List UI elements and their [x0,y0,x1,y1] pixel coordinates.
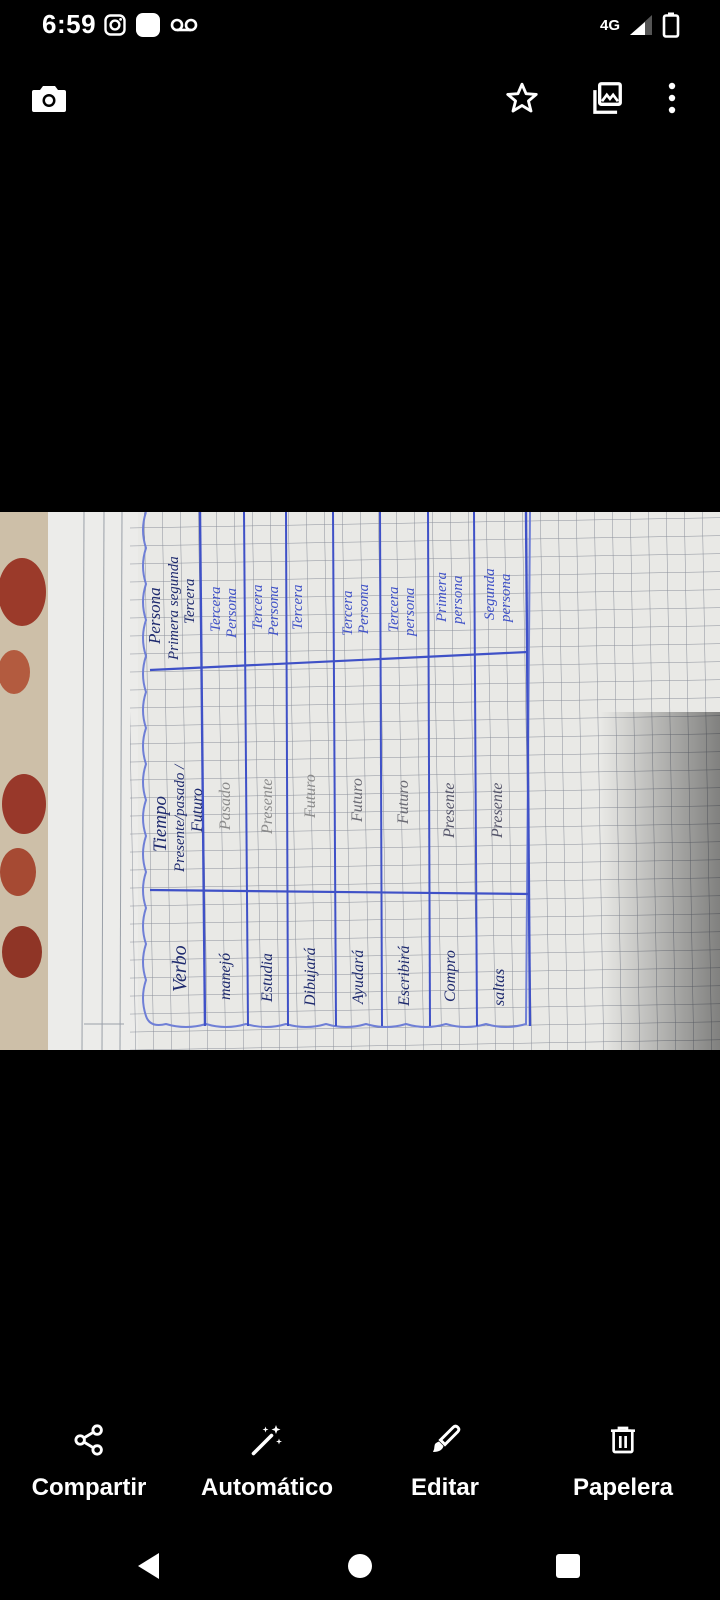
row-7-verbo: saltas [491,968,508,1006]
voicemail-icon [169,15,199,35]
cloth-pattern [0,558,46,626]
add-to-album-button[interactable] [578,70,634,126]
share-label: Compartir [31,1474,147,1501]
edit-brush-icon [427,1422,463,1458]
row-6-verbo: Compro [442,950,459,1002]
row-5-verbo: Escribirá [396,945,413,1006]
home-icon [346,1552,374,1580]
row-7-persona-2: persona [498,573,514,622]
header-persona-1: Persona [145,587,164,644]
photo-top-bar [0,70,720,126]
edit-button[interactable] [411,1420,479,1502]
system-navigation-bar [0,1530,720,1600]
network-type-label: 4G [599,16,620,34]
row-5-tiempo: Futuro [395,780,412,824]
row-5-persona-1: Tercera [386,586,402,632]
row-2-persona-1: Tercera [250,584,266,630]
status-bar [0,0,720,50]
more-vert-icon [667,82,677,114]
row-1-persona-1: Tercera [208,586,224,632]
trash-label: Papelera [572,1474,674,1501]
row-6-persona-1: Primera [434,572,450,622]
add-to-album-icon [587,79,625,117]
battery-icon [662,12,680,38]
lens-button[interactable] [21,70,77,126]
row-7-tiempo: Presente [489,782,506,838]
row-6-tiempo: Presente [441,782,458,838]
share-button[interactable] [32,1420,147,1502]
instagram-icon [103,13,127,37]
nav-back-button[interactable] [121,1538,177,1594]
row-2-verbo: Estudia [259,953,276,1002]
notification-dot-icon [135,12,161,38]
photo-bottom-actions [0,1420,720,1520]
row-1-tiempo: Pasado [217,782,234,830]
header-persona-3: Tercera [182,578,198,624]
row-2-tiempo: Presente [259,778,276,834]
status-notification-icons [103,12,199,38]
auto-enhance-button[interactable] [201,1420,333,1502]
star-icon [504,80,540,116]
more-options-button[interactable] [652,70,692,126]
status-system-icons [600,12,680,38]
share-icon [72,1422,106,1458]
row-3-tiempo: Futuro [302,774,319,818]
handwritten-table-photo [0,512,720,1050]
lens-camera-icon [31,82,67,114]
header-tiempo-2: Presente/pasado / [172,764,188,872]
row-1-verbo: manejó [217,952,234,1000]
status-time: 6:59 [42,9,97,39]
auto-enhance-label: Automático [201,1474,333,1501]
row-5-persona-2: persona [402,587,418,636]
row-2-persona-2: Persona [266,586,282,636]
trash-button[interactable] [573,1420,673,1502]
favorite-button[interactable] [494,70,550,126]
edit-label: Editar [410,1474,480,1501]
row-4-persona-2: Persona [356,584,372,634]
signal-icon [628,13,654,37]
header-tiempo-1: Tiempo [150,796,171,852]
photo-viewer-image[interactable] [0,512,720,1050]
header-persona-2: Primera segunda [166,556,182,660]
row-4-persona-1: Tercera [340,590,356,636]
nav-home-button[interactable] [332,1538,388,1594]
row-6-persona-2: persona [450,575,466,624]
recents-icon [554,1552,582,1580]
trash-icon [607,1422,639,1458]
row-4-verbo: Ayudará [350,949,367,1004]
row-3-verbo: Dibujará [302,947,319,1006]
nav-recents-button[interactable] [540,1538,596,1594]
row-3-persona-1: Tercera [290,584,306,630]
row-7-persona-1: Segunda [482,568,498,620]
header-tiempo-3: Futuro [189,788,206,832]
header-verbo: Verbo [169,945,191,992]
row-4-tiempo: Futuro [349,778,366,822]
back-icon [135,1551,163,1581]
magic-wand-icon [249,1422,285,1458]
row-1-persona-2: Persona [224,588,240,638]
